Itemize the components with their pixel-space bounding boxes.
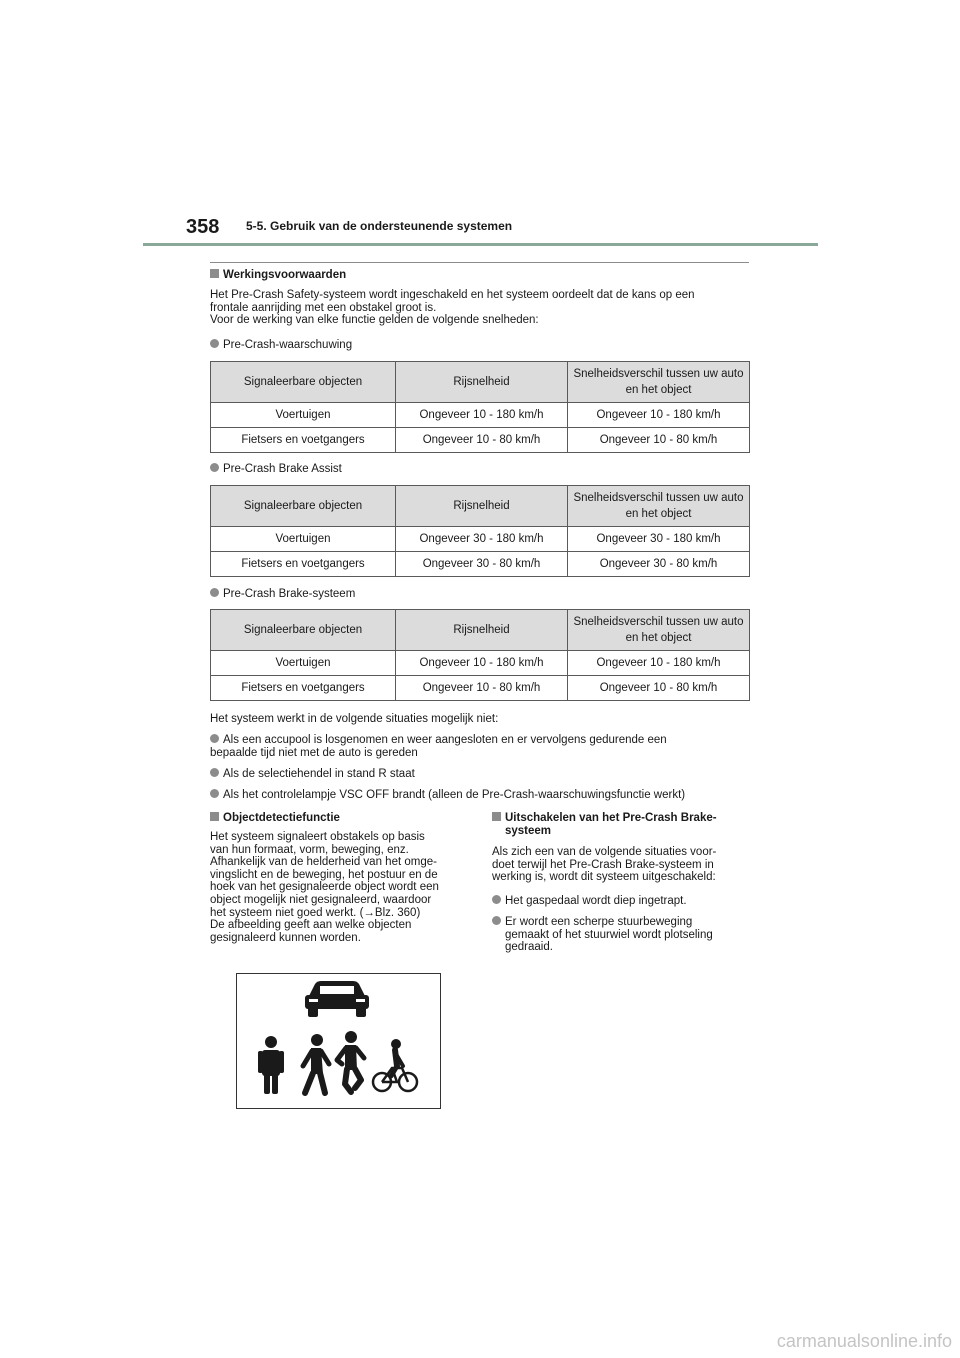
section-divider — [210, 262, 749, 263]
table-cell: Ongeveer 10 - 180 km/h — [396, 651, 568, 676]
section-heading: Werkingsvoorwaarden — [210, 269, 346, 282]
header-cell: Rijsnelheid — [396, 486, 568, 527]
table-cell: Voertuigen — [211, 651, 396, 676]
standing-person-icon — [258, 1036, 284, 1094]
header-cell: Snelheidsverschil tussen uw auto en het object — [568, 610, 750, 651]
section-intro: Het Pre-Crash Safety-systeem wordt ingeschakeld en het systeem oordeelt dat de kans op een frontale aanrijding met een obstakel groot is. Voor de werking van elke functie gelden de volgende snelheden: — [210, 289, 695, 327]
table-cell: Fietsers en voetgangers — [211, 428, 396, 453]
square-bullet-icon — [210, 269, 219, 278]
header-cell: Snelheidsverschil tussen uw auto en het object — [568, 486, 750, 527]
table-row — [211, 428, 750, 453]
table-cell: Ongeveer 10 - 180 km/h — [568, 651, 750, 676]
table-row — [211, 403, 750, 428]
deactivation-bullet: Het gaspedaal wordt diep ingetrapt. — [492, 895, 687, 908]
deactivation-bullet: Er wordt een scherpe stuurbeweging gemaakt of het stuurwiel wordt plotseling gedraaid. — [492, 916, 713, 954]
deactivation-heading: Uitschakelen van het Pre-Crash Brake- systeem — [492, 812, 717, 838]
running-person-icon — [337, 1031, 364, 1092]
table-cell: Ongeveer 10 - 180 km/h — [568, 403, 750, 428]
cyclist-icon — [373, 1039, 417, 1091]
table-cell: Ongeveer 10 - 80 km/h — [568, 676, 750, 701]
table-header-row — [211, 486, 750, 527]
header-divider — [143, 243, 818, 246]
header-cell: Snelheidsverschil tussen uw auto en het object — [568, 362, 750, 403]
situation-bullet: Als een accupool is losgenomen en weer aangesloten en er vervolgens gedurende een bepaalde tijd niet met de auto is gereden — [210, 734, 667, 759]
circle-bullet-icon — [210, 734, 219, 743]
table-header-row — [211, 362, 750, 403]
object-detection-heading: Objectdetectiefunctie — [210, 812, 340, 825]
speed-table-prewarning — [210, 361, 750, 453]
chapter-title: 5-5. Gebruik van de ondersteunende systemen — [246, 219, 513, 233]
table-header-row — [211, 610, 750, 651]
table-cell: Fietsers en voetgangers — [211, 552, 396, 577]
table-row — [211, 552, 750, 577]
header-cell: Signaleerbare objecten — [211, 486, 396, 527]
table-cell: Ongeveer 10 - 180 km/h — [396, 403, 568, 428]
circle-bullet-icon — [210, 339, 219, 348]
square-bullet-icon — [210, 812, 219, 821]
table-cell: Ongeveer 10 - 80 km/h — [396, 676, 568, 701]
situation-bullet: Als de selectiehendel in stand R staat — [210, 768, 415, 781]
circle-bullet-icon — [492, 895, 501, 904]
car-icon — [305, 981, 369, 1017]
situation-bullet: Als het controlelampje VSC OFF brandt (alleen de Pre-Crash-waarschuwingsfunctie werkt) — [210, 789, 685, 802]
speed-table-brake-assist — [210, 485, 750, 577]
deactivation-intro: Als zich een van de volgende situaties voor- doet terwijl het Pre-Crash Brake-systeem in werking is, wordt dit systeem uitgeschakeld: — [492, 846, 717, 884]
circle-bullet-icon — [210, 789, 219, 798]
table-cell: Voertuigen — [211, 527, 396, 552]
speed-table-brake-system — [210, 609, 750, 701]
table-cell: Ongeveer 30 - 80 km/h — [396, 552, 568, 577]
header-cell: Rijsnelheid — [396, 610, 568, 651]
detectable-objects-figure — [236, 973, 441, 1109]
watermark: carmanualsonline.info — [776, 1331, 952, 1351]
table-cell: Ongeveer 30 - 180 km/h — [568, 527, 750, 552]
table-cell: Ongeveer 30 - 180 km/h — [396, 527, 568, 552]
table-cell: Fietsers en voetgangers — [211, 676, 396, 701]
detectable-objects-illustration — [237, 974, 440, 1108]
table-title-prewarning: Pre-Crash-waarschuwing — [210, 339, 352, 352]
table-row — [211, 651, 750, 676]
object-detection-text: Het systeem signaleert obstakels op basis van hun formaat, vorm, beweging, enz. Afhankelijk van de helderheid van het omge- vingslicht en de beweging, het postuur en de hoek van het gesignaleerde object wordt een object mogelijk niet gesignaleerd, waardoor het systeem niet goed werkt. (→Blz. 360) De afbeelding geeft aan welke objecten gesignaleerd kunnen worden. — [210, 831, 439, 944]
situations-intro: Het systeem werkt in de volgende situaties mogelijk niet: — [210, 713, 499, 725]
table-cell: Ongeveer 10 - 80 km/h — [396, 428, 568, 453]
header-cell: Rijsnelheid — [396, 362, 568, 403]
circle-bullet-icon — [210, 588, 219, 597]
page-number: 358 — [186, 216, 220, 238]
table-row — [211, 527, 750, 552]
circle-bullet-icon — [210, 768, 219, 777]
header-cell: Signaleerbare objecten — [211, 362, 396, 403]
walking-person-icon — [303, 1034, 329, 1093]
circle-bullet-icon — [210, 463, 219, 472]
header-cell: Signaleerbare objecten — [211, 610, 396, 651]
square-bullet-icon — [492, 812, 501, 821]
table-row — [211, 676, 750, 701]
table-cell: Ongeveer 10 - 80 km/h — [568, 428, 750, 453]
table-cell: Ongeveer 30 - 80 km/h — [568, 552, 750, 577]
table-title-brake-assist: Pre-Crash Brake Assist — [210, 463, 342, 476]
table-title-brake-system: Pre-Crash Brake-systeem — [210, 588, 355, 601]
circle-bullet-icon — [492, 916, 501, 925]
table-cell: Voertuigen — [211, 403, 396, 428]
